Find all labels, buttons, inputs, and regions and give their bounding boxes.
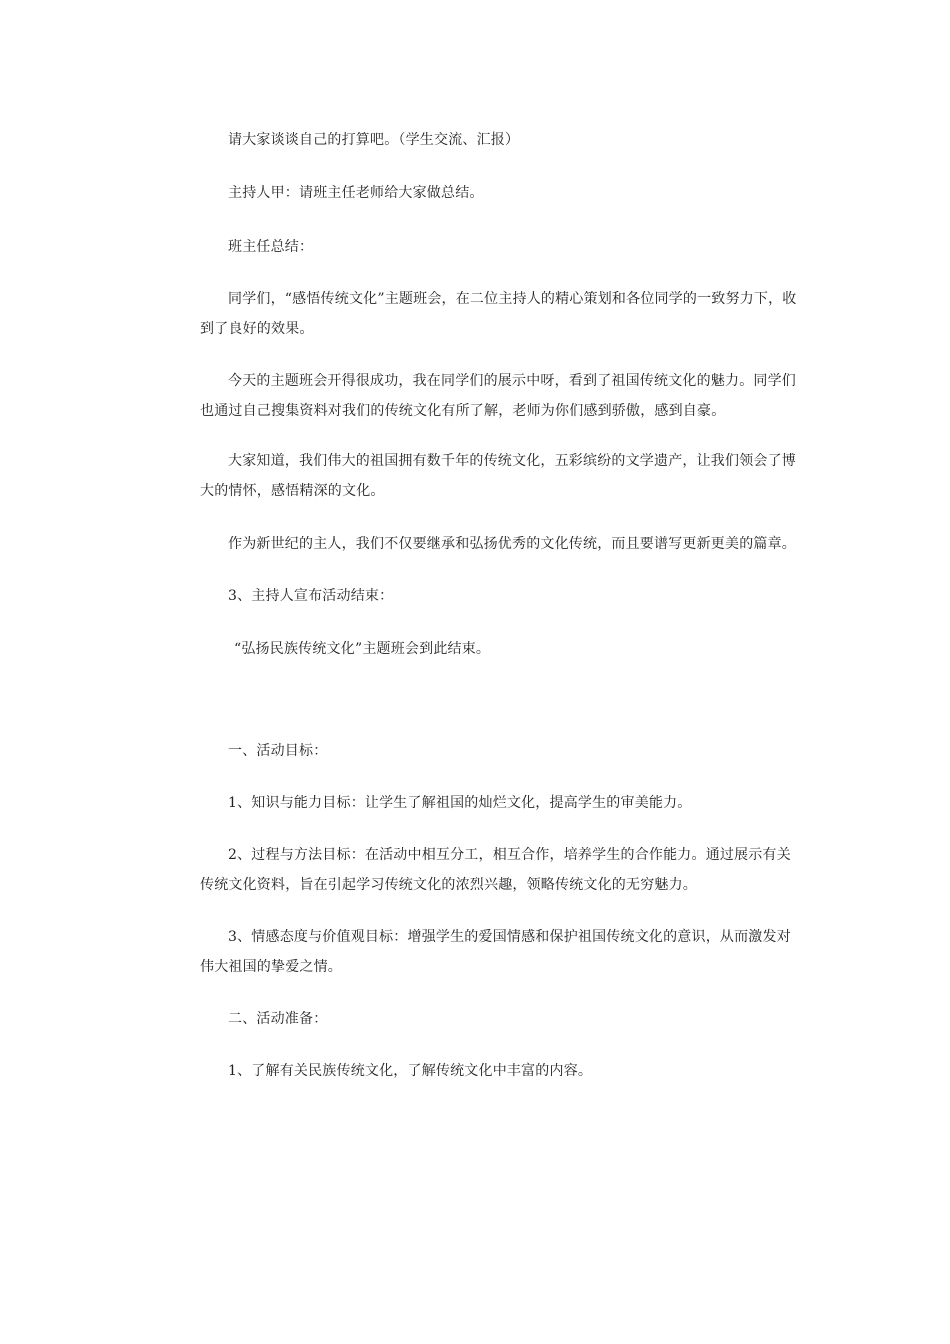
paragraph-teacher-summary-1: 同学们，“感悟传统文化”主题班会，在二位主持人的精心策划和各位同学的一致努力下，收到了良好的效果。: [200, 291, 797, 337]
paragraph-teacher-summary-3: 大家知道，我们伟大的祖国拥有数千年的传统文化，五彩缤纷的文学遗产，让我们领会了博大的情怀，感悟精深的文化。: [200, 453, 796, 499]
paragraph-student-plans: 请大家谈谈自己的打算吧。（学生交流、汇报）: [228, 132, 520, 148]
paragraph-step-3: 3、主持人宣布活动结束：: [228, 588, 394, 604]
paragraph-teacher-summary-heading: 班主任总结：: [228, 239, 314, 255]
paragraph-teacher-summary-4: 作为新世纪的主人，我们不仅要继承和弘扬优秀的文化传统，而且要谱写更新更美的篇章。: [228, 536, 796, 552]
paragraph-host-a: 主持人甲：请班主任老师给大家做总结。: [228, 185, 484, 201]
paragraph-teacher-summary-2: 今天的主题班会开得很成功，我在同学们的展示中呀，看到了祖国传统文化的魅力。同学们也通过自己搜集资料对我们的传统文化有所了解，老师为你们感到骄傲，感到自豪。: [200, 373, 796, 419]
section-heading-preparation: 二、活动准备：: [228, 1011, 328, 1027]
paragraph-closing: “弘扬民族传统文化”主题班会到此结束。: [234, 641, 491, 657]
paragraph-goal-2: 2、过程与方法目标：在活动中相互分工，相互合作，培养学生的合作能力。通过展示有关传统文化资料，旨在引起学习传统文化的浓烈兴趣，领略传统文化的无穷魅力。: [200, 847, 791, 893]
paragraph-preparation-1: 1、了解有关民族传统文化，了解传统文化中丰富的内容。: [228, 1063, 593, 1079]
paragraph-goal-1: 1、知识与能力目标：让学生了解祖国的灿烂文化，提高学生的审美能力。: [228, 795, 692, 811]
paragraph-goal-3: 3、情感态度与价值观目标：增强学生的爱国情感和保护祖国传统文化的意识，从而激发对伟大祖国的挚爱之情。: [200, 929, 791, 975]
section-heading-goals: 一、活动目标：: [228, 743, 328, 759]
